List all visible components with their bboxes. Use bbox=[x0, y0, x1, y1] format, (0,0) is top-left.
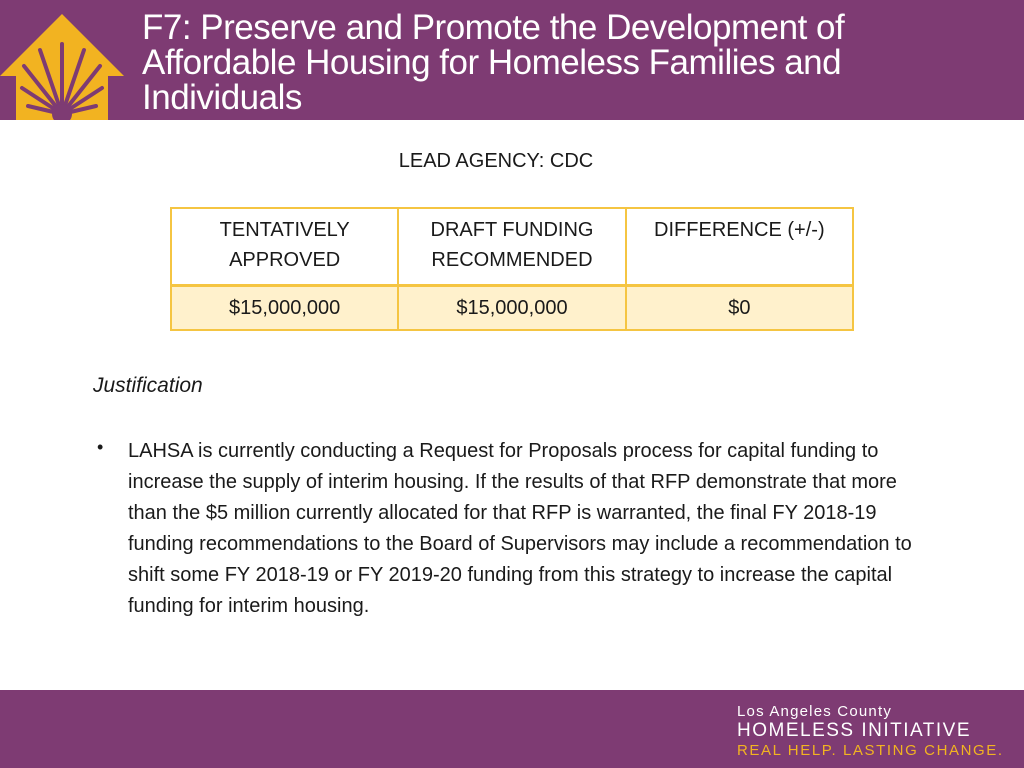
value-cell-draft-funding: $15,000,000 bbox=[398, 286, 625, 331]
lead-agency-text: LEAD AGENCY: CDC bbox=[398, 150, 594, 172]
footer-bar bbox=[0, 690, 1024, 768]
title-line: Individuals bbox=[142, 78, 302, 117]
header-text: TENTATIVELY bbox=[219, 219, 350, 241]
title-line: Affordable Housing for Homeless Families and bbox=[142, 43, 842, 82]
brand-logo bbox=[737, 703, 1004, 759]
table-header-row bbox=[171, 208, 853, 286]
header-cell-draft-funding bbox=[398, 208, 625, 286]
header-cell-tentatively-approved bbox=[171, 208, 398, 286]
brand-county: Los Angeles County bbox=[737, 703, 893, 720]
header-text: RECOMMENDED bbox=[431, 249, 593, 271]
justification-heading: Justification bbox=[93, 374, 203, 397]
lead-agency bbox=[0, 150, 1024, 173]
header-text: APPROVED bbox=[229, 249, 341, 271]
page-title bbox=[142, 10, 1002, 115]
funding-table bbox=[170, 207, 854, 331]
house-sunburst-icon bbox=[0, 14, 132, 120]
value-cell-tentatively-approved: $15,000,000 bbox=[171, 286, 398, 331]
title-line: F7: Preserve and Promote the Development of bbox=[142, 8, 845, 47]
header-bar bbox=[0, 0, 1024, 120]
header-cell-difference bbox=[626, 208, 853, 286]
justification-bullet: LAHSA is currently conducting a Request for Proposals process for capital funding to increase the supply of interim housing. If the results of that RFP demonstrate that more than the $5 million currently allocated for that RFP is warranted, the final FY 2018-19 funding recommendations to the Board of Supervisors may include a recommendation to shift some FY 2018-19 or FY 2019-20 funding from this strategy to increase the capital funding for interim housing. bbox=[128, 440, 912, 617]
header-text: DIFFERENCE (+/-) bbox=[654, 219, 825, 241]
table-row bbox=[171, 286, 853, 331]
bullet-icon: • bbox=[97, 437, 104, 457]
value-cell-difference: $0 bbox=[626, 286, 853, 331]
header-text: DRAFT FUNDING bbox=[430, 219, 594, 241]
brand-initiative: HOMELESS INITIATIVE bbox=[737, 720, 972, 741]
brand-tagline: REAL HELP. LASTING CHANGE. bbox=[737, 742, 1004, 759]
